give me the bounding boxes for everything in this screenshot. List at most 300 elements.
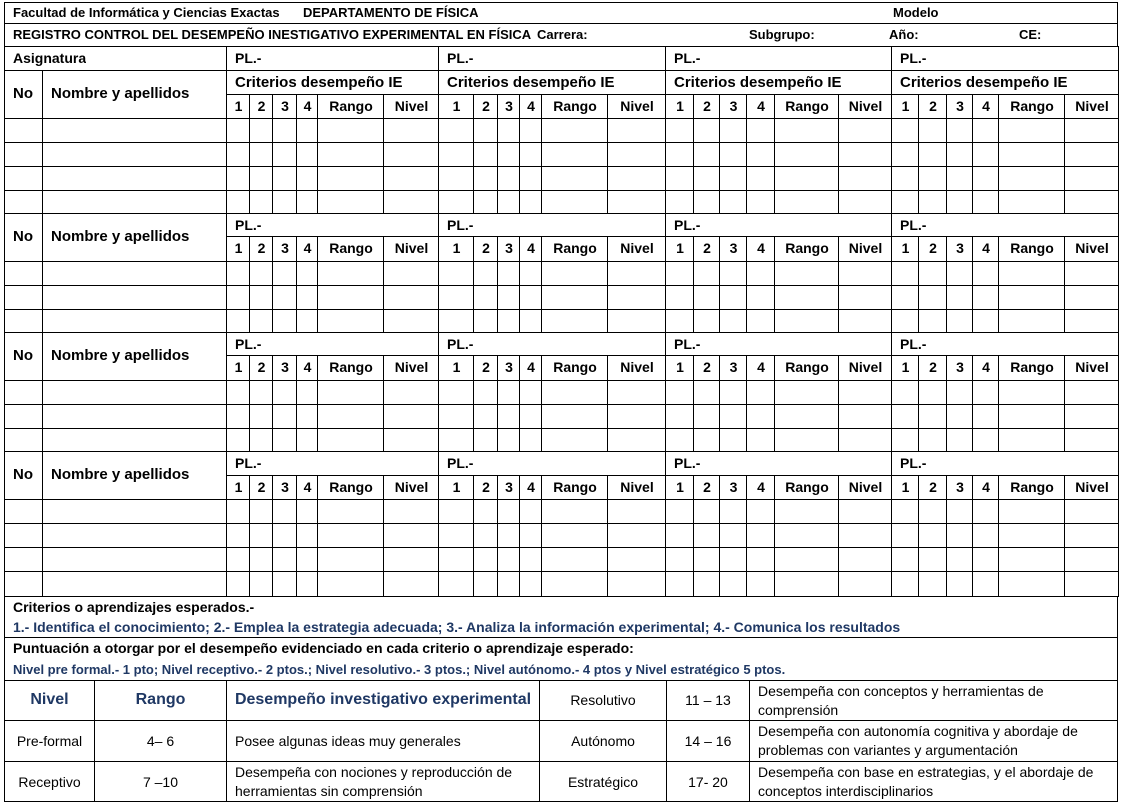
grade-cell[interactable] <box>497 309 520 333</box>
grade-cell[interactable] <box>665 190 694 214</box>
grade-cell[interactable] <box>665 428 694 452</box>
grade-cell[interactable] <box>226 190 250 214</box>
grade-cell[interactable] <box>665 309 694 333</box>
grade-cell[interactable] <box>665 547 694 572</box>
grade-cell[interactable] <box>438 523 474 548</box>
grade-cell[interactable] <box>296 523 318 548</box>
grade-cell[interactable] <box>383 380 439 405</box>
grade-cell[interactable] <box>719 190 747 214</box>
grade-cell[interactable] <box>838 309 892 333</box>
grade-cell[interactable] <box>746 285 775 310</box>
grade-cell[interactable] <box>946 499 973 524</box>
grade-cell[interactable] <box>1064 285 1119 310</box>
grade-cell[interactable] <box>838 118 892 143</box>
grade-cell[interactable] <box>891 404 919 429</box>
grade-cell[interactable] <box>226 309 250 333</box>
grade-cell[interactable] <box>838 404 892 429</box>
grade-cell[interactable] <box>607 380 666 405</box>
grade-cell[interactable] <box>607 547 666 572</box>
grade-cell[interactable] <box>891 309 919 333</box>
grade-cell[interactable] <box>998 499 1065 524</box>
row-name-cell[interactable] <box>42 547 227 572</box>
grade-cell[interactable] <box>383 309 439 333</box>
grade-cell[interactable] <box>891 499 919 524</box>
grade-cell[interactable] <box>438 571 474 597</box>
grade-cell[interactable] <box>946 166 973 191</box>
grade-cell[interactable] <box>473 380 498 405</box>
grade-cell[interactable] <box>1064 118 1119 143</box>
grade-cell[interactable] <box>272 118 297 143</box>
row-name-cell[interactable] <box>42 261 227 286</box>
grade-cell[interactable] <box>249 309 273 333</box>
grade-cell[interactable] <box>946 309 973 333</box>
grade-cell[interactable] <box>607 285 666 310</box>
grade-cell[interactable] <box>541 547 608 572</box>
grade-cell[interactable] <box>998 118 1065 143</box>
grade-cell[interactable] <box>693 499 720 524</box>
grade-cell[interactable] <box>438 380 474 405</box>
grade-cell[interactable] <box>541 285 608 310</box>
grade-cell[interactable] <box>918 380 947 405</box>
grade-cell[interactable] <box>746 142 775 167</box>
grade-cell[interactable] <box>317 309 384 333</box>
grade-cell[interactable] <box>972 285 999 310</box>
grade-cell[interactable] <box>693 571 720 597</box>
grade-cell[interactable] <box>519 499 542 524</box>
grade-cell[interactable] <box>473 428 498 452</box>
grade-cell[interactable] <box>249 404 273 429</box>
grade-cell[interactable] <box>891 118 919 143</box>
row-no-cell[interactable] <box>4 523 43 548</box>
grade-cell[interactable] <box>541 166 608 191</box>
grade-cell[interactable] <box>272 142 297 167</box>
grade-cell[interactable] <box>998 285 1065 310</box>
grade-cell[interactable] <box>1064 166 1119 191</box>
grade-cell[interactable] <box>918 547 947 572</box>
grade-cell[interactable] <box>383 142 439 167</box>
grade-cell[interactable] <box>473 547 498 572</box>
grade-cell[interactable] <box>519 547 542 572</box>
row-name-cell[interactable] <box>42 428 227 452</box>
grade-cell[interactable] <box>249 285 273 310</box>
grade-cell[interactable] <box>317 261 384 286</box>
grade-cell[interactable] <box>746 523 775 548</box>
grade-cell[interactable] <box>226 261 250 286</box>
grade-cell[interactable] <box>774 285 839 310</box>
row-no-cell[interactable] <box>4 499 43 524</box>
grade-cell[interactable] <box>226 380 250 405</box>
grade-cell[interactable] <box>838 380 892 405</box>
grade-cell[interactable] <box>607 499 666 524</box>
grade-cell[interactable] <box>972 118 999 143</box>
grade-cell[interactable] <box>719 309 747 333</box>
grade-cell[interactable] <box>296 499 318 524</box>
grade-cell[interactable] <box>473 499 498 524</box>
grade-cell[interactable] <box>438 261 474 286</box>
grade-cell[interactable] <box>719 547 747 572</box>
grade-cell[interactable] <box>438 547 474 572</box>
grade-cell[interactable] <box>272 190 297 214</box>
grade-cell[interactable] <box>774 499 839 524</box>
grade-cell[interactable] <box>946 547 973 572</box>
grade-cell[interactable] <box>891 380 919 405</box>
grade-cell[interactable] <box>719 261 747 286</box>
grade-cell[interactable] <box>541 523 608 548</box>
grade-cell[interactable] <box>607 166 666 191</box>
grade-cell[interactable] <box>249 428 273 452</box>
grade-cell[interactable] <box>541 404 608 429</box>
row-name-cell[interactable] <box>42 380 227 405</box>
grade-cell[interactable] <box>383 166 439 191</box>
grade-cell[interactable] <box>693 118 720 143</box>
row-no-cell[interactable] <box>4 428 43 452</box>
grade-cell[interactable] <box>719 428 747 452</box>
grade-cell[interactable] <box>665 261 694 286</box>
grade-cell[interactable] <box>249 190 273 214</box>
grade-cell[interactable] <box>226 166 250 191</box>
grade-cell[interactable] <box>541 428 608 452</box>
grade-cell[interactable] <box>918 523 947 548</box>
grade-cell[interactable] <box>774 118 839 143</box>
grade-cell[interactable] <box>838 166 892 191</box>
grade-cell[interactable] <box>473 285 498 310</box>
row-name-cell[interactable] <box>42 285 227 310</box>
grade-cell[interactable] <box>383 190 439 214</box>
grade-cell[interactable] <box>541 499 608 524</box>
grade-cell[interactable] <box>1064 571 1119 597</box>
grade-cell[interactable] <box>249 571 273 597</box>
grade-cell[interactable] <box>665 523 694 548</box>
row-name-cell[interactable] <box>42 166 227 191</box>
grade-cell[interactable] <box>541 261 608 286</box>
grade-cell[interactable] <box>473 166 498 191</box>
grade-cell[interactable] <box>249 547 273 572</box>
grade-cell[interactable] <box>998 428 1065 452</box>
grade-cell[interactable] <box>693 285 720 310</box>
grade-cell[interactable] <box>317 571 384 597</box>
grade-cell[interactable] <box>438 142 474 167</box>
grade-cell[interactable] <box>665 499 694 524</box>
grade-cell[interactable] <box>838 142 892 167</box>
grade-cell[interactable] <box>946 380 973 405</box>
grade-cell[interactable] <box>998 190 1065 214</box>
grade-cell[interactable] <box>693 523 720 548</box>
grade-cell[interactable] <box>541 190 608 214</box>
grade-cell[interactable] <box>607 428 666 452</box>
grade-cell[interactable] <box>972 190 999 214</box>
grade-cell[interactable] <box>296 118 318 143</box>
grade-cell[interactable] <box>519 190 542 214</box>
grade-cell[interactable] <box>317 118 384 143</box>
grade-cell[interactable] <box>746 547 775 572</box>
grade-cell[interactable] <box>473 142 498 167</box>
row-name-cell[interactable] <box>42 523 227 548</box>
grade-cell[interactable] <box>838 261 892 286</box>
grade-cell[interactable] <box>998 142 1065 167</box>
grade-cell[interactable] <box>838 571 892 597</box>
grade-cell[interactable] <box>1064 428 1119 452</box>
grade-cell[interactable] <box>438 285 474 310</box>
grade-cell[interactable] <box>296 261 318 286</box>
grade-cell[interactable] <box>317 499 384 524</box>
grade-cell[interactable] <box>226 404 250 429</box>
row-name-cell[interactable] <box>42 118 227 143</box>
grade-cell[interactable] <box>972 380 999 405</box>
grade-cell[interactable] <box>972 571 999 597</box>
grade-cell[interactable] <box>746 309 775 333</box>
grade-cell[interactable] <box>607 404 666 429</box>
grade-cell[interactable] <box>317 190 384 214</box>
grade-cell[interactable] <box>665 380 694 405</box>
grade-cell[interactable] <box>838 285 892 310</box>
grade-cell[interactable] <box>998 404 1065 429</box>
grade-cell[interactable] <box>317 285 384 310</box>
grade-cell[interactable] <box>438 190 474 214</box>
grade-cell[interactable] <box>719 285 747 310</box>
grade-cell[interactable] <box>317 404 384 429</box>
grade-cell[interactable] <box>607 142 666 167</box>
grade-cell[interactable] <box>519 261 542 286</box>
grade-cell[interactable] <box>383 428 439 452</box>
grade-cell[interactable] <box>438 499 474 524</box>
grade-cell[interactable] <box>665 571 694 597</box>
grade-cell[interactable] <box>946 428 973 452</box>
grade-cell[interactable] <box>972 404 999 429</box>
grade-cell[interactable] <box>693 428 720 452</box>
grade-cell[interactable] <box>946 142 973 167</box>
grade-cell[interactable] <box>918 404 947 429</box>
grade-cell[interactable] <box>891 190 919 214</box>
grade-cell[interactable] <box>891 523 919 548</box>
grade-cell[interactable] <box>272 547 297 572</box>
grade-cell[interactable] <box>438 404 474 429</box>
grade-cell[interactable] <box>473 523 498 548</box>
grade-cell[interactable] <box>296 190 318 214</box>
grade-cell[interactable] <box>497 499 520 524</box>
grade-cell[interactable] <box>438 166 474 191</box>
grade-cell[interactable] <box>497 428 520 452</box>
row-no-cell[interactable] <box>4 309 43 333</box>
grade-cell[interactable] <box>249 499 273 524</box>
grade-cell[interactable] <box>226 523 250 548</box>
grade-cell[interactable] <box>272 404 297 429</box>
grade-cell[interactable] <box>774 142 839 167</box>
grade-cell[interactable] <box>838 428 892 452</box>
grade-cell[interactable] <box>946 523 973 548</box>
grade-cell[interactable] <box>972 309 999 333</box>
grade-cell[interactable] <box>383 261 439 286</box>
grade-cell[interactable] <box>519 142 542 167</box>
grade-cell[interactable] <box>719 499 747 524</box>
grade-cell[interactable] <box>1064 547 1119 572</box>
grade-cell[interactable] <box>272 261 297 286</box>
grade-cell[interactable] <box>473 261 498 286</box>
grade-cell[interactable] <box>972 523 999 548</box>
grade-cell[interactable] <box>891 547 919 572</box>
grade-cell[interactable] <box>497 404 520 429</box>
grade-cell[interactable] <box>693 261 720 286</box>
grade-cell[interactable] <box>838 547 892 572</box>
grade-cell[interactable] <box>746 261 775 286</box>
grade-cell[interactable] <box>226 118 250 143</box>
grade-cell[interactable] <box>296 428 318 452</box>
grade-cell[interactable] <box>891 285 919 310</box>
grade-cell[interactable] <box>272 499 297 524</box>
grade-cell[interactable] <box>918 118 947 143</box>
grade-cell[interactable] <box>746 166 775 191</box>
grade-cell[interactable] <box>998 380 1065 405</box>
grade-cell[interactable] <box>519 118 542 143</box>
row-no-cell[interactable] <box>4 380 43 405</box>
grade-cell[interactable] <box>891 571 919 597</box>
row-name-cell[interactable] <box>42 190 227 214</box>
grade-cell[interactable] <box>497 261 520 286</box>
grade-cell[interactable] <box>693 190 720 214</box>
grade-cell[interactable] <box>226 499 250 524</box>
grade-cell[interactable] <box>774 380 839 405</box>
grade-cell[interactable] <box>519 166 542 191</box>
grade-cell[interactable] <box>998 309 1065 333</box>
grade-cell[interactable] <box>249 166 273 191</box>
grade-cell[interactable] <box>998 166 1065 191</box>
grade-cell[interactable] <box>838 190 892 214</box>
grade-cell[interactable] <box>249 142 273 167</box>
row-no-cell[interactable] <box>4 285 43 310</box>
grade-cell[interactable] <box>383 118 439 143</box>
grade-cell[interactable] <box>946 404 973 429</box>
grade-cell[interactable] <box>891 166 919 191</box>
grade-cell[interactable] <box>296 547 318 572</box>
grade-cell[interactable] <box>272 309 297 333</box>
grade-cell[interactable] <box>972 499 999 524</box>
grade-cell[interactable] <box>607 118 666 143</box>
grade-cell[interactable] <box>693 404 720 429</box>
grade-cell[interactable] <box>226 428 250 452</box>
grade-cell[interactable] <box>972 142 999 167</box>
grade-cell[interactable] <box>719 380 747 405</box>
grade-cell[interactable] <box>1064 190 1119 214</box>
grade-cell[interactable] <box>972 166 999 191</box>
grade-cell[interactable] <box>1064 309 1119 333</box>
grade-cell[interactable] <box>519 285 542 310</box>
grade-cell[interactable] <box>607 309 666 333</box>
row-name-cell[interactable] <box>42 309 227 333</box>
grade-cell[interactable] <box>838 523 892 548</box>
grade-cell[interactable] <box>972 547 999 572</box>
grade-cell[interactable] <box>497 523 520 548</box>
grade-cell[interactable] <box>497 547 520 572</box>
grade-cell[interactable] <box>774 190 839 214</box>
grade-cell[interactable] <box>383 523 439 548</box>
grade-cell[interactable] <box>226 142 250 167</box>
grade-cell[interactable] <box>607 190 666 214</box>
grade-cell[interactable] <box>774 571 839 597</box>
grade-cell[interactable] <box>774 166 839 191</box>
grade-cell[interactable] <box>1064 261 1119 286</box>
grade-cell[interactable] <box>473 404 498 429</box>
grade-cell[interactable] <box>918 285 947 310</box>
grade-cell[interactable] <box>317 142 384 167</box>
grade-cell[interactable] <box>541 142 608 167</box>
grade-cell[interactable] <box>383 499 439 524</box>
grade-cell[interactable] <box>946 190 973 214</box>
grade-cell[interactable] <box>719 404 747 429</box>
grade-cell[interactable] <box>607 261 666 286</box>
grade-cell[interactable] <box>473 571 498 597</box>
row-no-cell[interactable] <box>4 404 43 429</box>
row-no-cell[interactable] <box>4 166 43 191</box>
grade-cell[interactable] <box>665 142 694 167</box>
grade-cell[interactable] <box>998 261 1065 286</box>
grade-cell[interactable] <box>918 190 947 214</box>
grade-cell[interactable] <box>1064 142 1119 167</box>
grade-cell[interactable] <box>746 404 775 429</box>
grade-cell[interactable] <box>1064 380 1119 405</box>
grade-cell[interactable] <box>774 261 839 286</box>
grade-cell[interactable] <box>746 499 775 524</box>
grade-cell[interactable] <box>296 571 318 597</box>
grade-cell[interactable] <box>918 571 947 597</box>
row-no-cell[interactable] <box>4 118 43 143</box>
grade-cell[interactable] <box>497 571 520 597</box>
grade-cell[interactable] <box>693 547 720 572</box>
grade-cell[interactable] <box>541 571 608 597</box>
row-name-cell[interactable] <box>42 404 227 429</box>
grade-cell[interactable] <box>665 166 694 191</box>
grade-cell[interactable] <box>774 404 839 429</box>
row-no-cell[interactable] <box>4 142 43 167</box>
grade-cell[interactable] <box>774 523 839 548</box>
grade-cell[interactable] <box>296 309 318 333</box>
row-name-cell[interactable] <box>42 499 227 524</box>
grade-cell[interactable] <box>1064 523 1119 548</box>
grade-cell[interactable] <box>249 261 273 286</box>
grade-cell[interactable] <box>519 309 542 333</box>
grade-cell[interactable] <box>296 404 318 429</box>
grade-cell[interactable] <box>998 571 1065 597</box>
grade-cell[interactable] <box>249 118 273 143</box>
grade-cell[interactable] <box>438 428 474 452</box>
grade-cell[interactable] <box>918 261 947 286</box>
grade-cell[interactable] <box>519 428 542 452</box>
grade-cell[interactable] <box>519 380 542 405</box>
grade-cell[interactable] <box>541 118 608 143</box>
grade-cell[interactable] <box>746 190 775 214</box>
grade-cell[interactable] <box>296 166 318 191</box>
grade-cell[interactable] <box>719 142 747 167</box>
grade-cell[interactable] <box>746 380 775 405</box>
grade-cell[interactable] <box>473 309 498 333</box>
grade-cell[interactable] <box>272 166 297 191</box>
grade-cell[interactable] <box>774 309 839 333</box>
grade-cell[interactable] <box>998 523 1065 548</box>
row-no-cell[interactable] <box>4 261 43 286</box>
grade-cell[interactable] <box>383 547 439 572</box>
grade-cell[interactable] <box>249 380 273 405</box>
grade-cell[interactable] <box>296 380 318 405</box>
grade-cell[interactable] <box>519 404 542 429</box>
grade-cell[interactable] <box>383 571 439 597</box>
grade-cell[interactable] <box>918 166 947 191</box>
grade-cell[interactable] <box>693 309 720 333</box>
grade-cell[interactable] <box>719 523 747 548</box>
grade-cell[interactable] <box>497 380 520 405</box>
grade-cell[interactable] <box>519 523 542 548</box>
grade-cell[interactable] <box>226 571 250 597</box>
grade-cell[interactable] <box>497 118 520 143</box>
grade-cell[interactable] <box>693 142 720 167</box>
grade-cell[interactable] <box>541 380 608 405</box>
